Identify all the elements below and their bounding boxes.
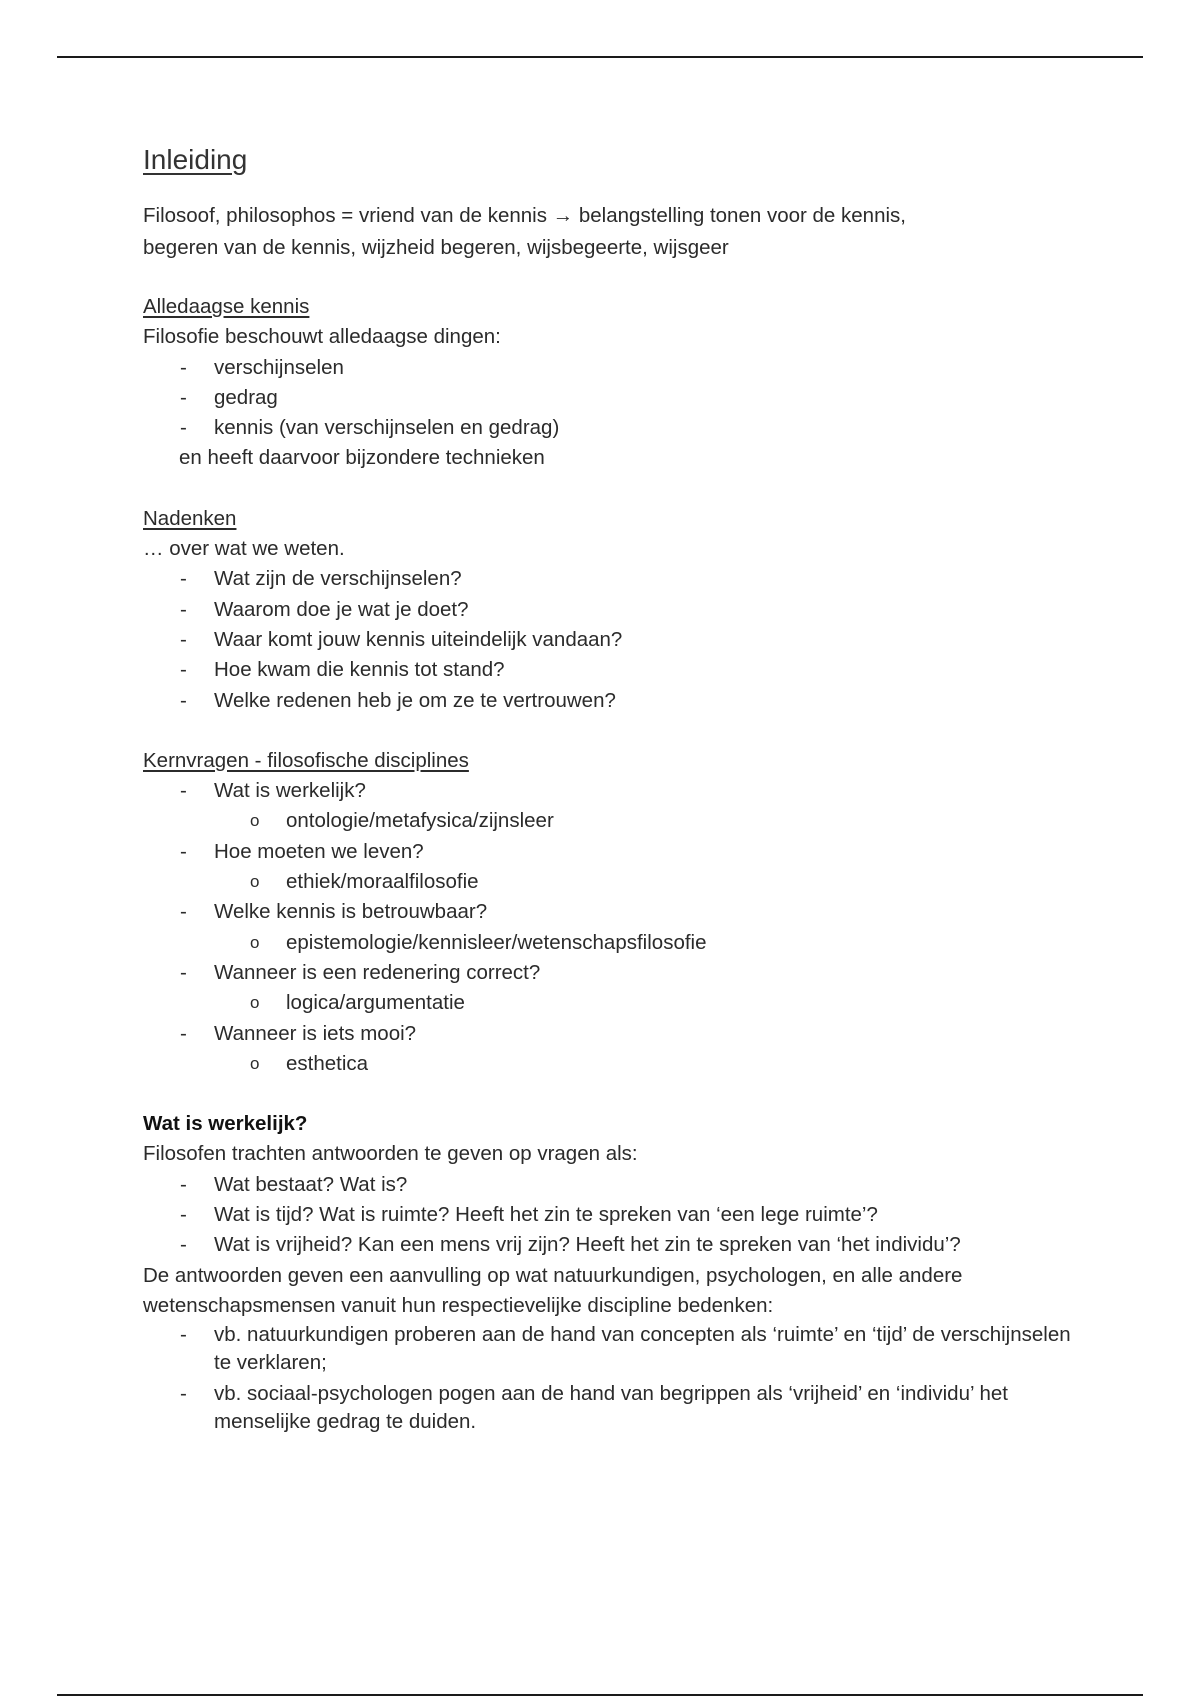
list-item: - vb. sociaal-psychologen pogen aan de hand van begrippen als ‘vrijheid’ en ‘individu’ het menselijke gedrag te duiden.: [143, 1380, 1073, 1436]
list-item: - Waarom doe je wat je doet?: [143, 595, 1073, 625]
dash-list: [143, 1170, 1073, 1261]
circle-list: [214, 806, 1073, 836]
section-kernvragen: [143, 746, 1073, 1079]
list-subitem: o logica/argumentatie: [214, 988, 1073, 1018]
list-item: - Wat bestaat? Wat is?: [143, 1170, 1073, 1200]
list-item: [143, 958, 1073, 1019]
dash-list: [143, 776, 1073, 1079]
section-heading: Alledaagse kennis: [143, 295, 310, 318]
section-heading: Kernvragen - filosofische disciplines: [143, 748, 469, 772]
dash-list: [143, 353, 1073, 444]
footer-rule: [57, 1694, 1143, 1696]
section-paragraph: De antwoorden geven een aanvulling op wat natuurkundigen, psychologen, en alle andere wetenschapsmensen vanuit hun respectievelijke discipline bedenken:: [143, 1263, 963, 1317]
list-item: - Welke redenen heb je om ze te vertrouwen?: [143, 686, 1073, 716]
circle-list: [214, 988, 1073, 1018]
list-subitem: o esthetica: [214, 1049, 1073, 1079]
list-item: [143, 837, 1073, 898]
dash-list: [143, 564, 1073, 715]
document-body: [143, 142, 1073, 1439]
question-text: Hoe moeten we leven?: [214, 839, 424, 863]
header-rule: [57, 56, 1143, 58]
list-item: - Wat zijn de verschijnselen?: [143, 564, 1073, 594]
example-list: [143, 1321, 1073, 1436]
list-item: - Hoe kwam die kennis tot stand?: [143, 655, 1073, 685]
list-item: [143, 897, 1073, 958]
intro-line-2: begeren van de kennis, wijzheid begeren, wijsbegeerte, wijsgeer: [143, 236, 729, 259]
intro-line-1-post: belangstelling tonen voor de kennis,: [573, 204, 906, 227]
list-item: - Wat is vrijheid? Kan een mens vrij zijn? Heeft het zin te spreken van ‘het individu’?: [143, 1230, 1073, 1260]
circle-list: [214, 1049, 1073, 1079]
question-text: Wat is werkelijk?: [214, 779, 366, 803]
list-subitem: o epistemologie/kennisleer/wetenschapsfilosofie: [214, 928, 1073, 958]
list-subitem: o ethiek/moraalfilosofie: [214, 867, 1073, 897]
list-subitem: o ontologie/metafysica/zijnsleer: [214, 806, 1073, 836]
section-lead: … over wat we weten.: [143, 537, 345, 561]
arrow-icon: →: [552, 204, 574, 227]
question-text: Wanneer is een redenering correct?: [214, 960, 541, 984]
section-nadenken: [143, 504, 1073, 716]
list-item: - kennis (van verschijnselen en gedrag): [143, 413, 1073, 443]
question-text: Wanneer is iets mooi?: [214, 1021, 417, 1045]
list-item: [143, 1019, 1073, 1080]
list-item: [143, 776, 1073, 837]
section-wat-is-werkelijk: [143, 1109, 1073, 1436]
section-alledaagse-kennis: [143, 292, 1073, 474]
section-lead: Filosofie beschouwt alledaagse dingen:: [143, 325, 501, 349]
circle-list: [214, 867, 1073, 897]
section-heading: Nadenken: [143, 506, 237, 530]
page-title: Inleiding: [143, 144, 248, 175]
intro-paragraph: [143, 200, 1073, 264]
list-item: - Waar komt jouw kennis uiteindelijk vandaan?: [143, 625, 1073, 655]
list-item: - verschijnselen: [143, 353, 1073, 383]
section-heading: Wat is werkelijk?: [143, 1112, 308, 1136]
list-item: - gedrag: [143, 383, 1073, 413]
list-item: - Wat is tijd? Wat is ruimte? Heeft het zin te spreken van ‘een lege ruimte’?: [143, 1200, 1073, 1230]
question-text: Welke kennis is betrouwbaar?: [214, 900, 488, 924]
circle-list: [214, 928, 1073, 958]
intro-line-1: [143, 200, 1073, 232]
section-lead: Filosofen trachten antwoorden te geven op vragen als:: [143, 1142, 638, 1166]
list-item: - vb. natuurkundigen proberen aan de hand van concepten als ‘ruimte’ en ‘tijd’ de verschijnselen te verklaren;: [143, 1321, 1073, 1377]
intro-line-1-pre: Filosoof, philosophos = vriend van de kennis: [143, 204, 553, 227]
section-trail: en heeft daarvoor bijzondere technieken: [179, 446, 545, 470]
